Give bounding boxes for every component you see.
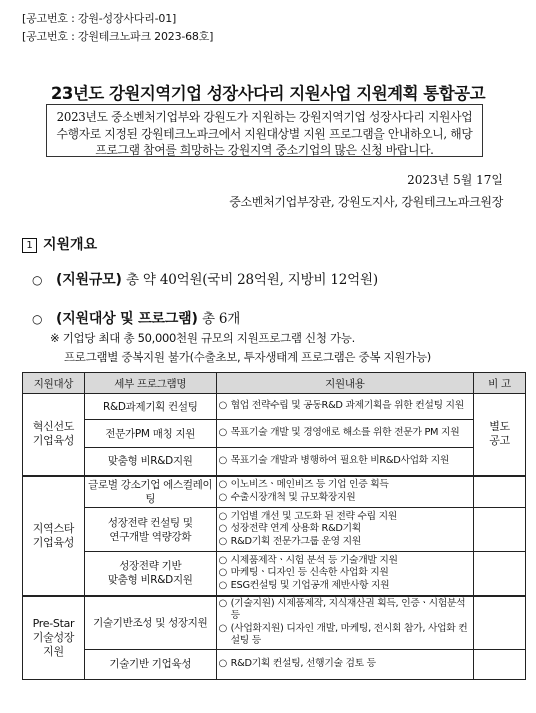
scale-label: (지원규모) — [56, 272, 122, 288]
table-row — [23, 649, 526, 679]
content-text: 목표기술 개발과 병행하여 필요한 비R&D사업화 지원 — [230, 455, 450, 466]
content-item — [219, 658, 471, 671]
content-cell — [216, 552, 473, 596]
bullet-marker: ○ — [218, 427, 227, 439]
table-row — [23, 420, 526, 448]
content-text: 수출시장개척 및 규모확장지원 — [230, 491, 356, 503]
announce-number-1: [공고번호 : 강원-성장사다리-01] — [22, 12, 177, 25]
content-text: (사업화지원) 디자인 개발, 마케팅, 전시회 참가, 사업화 컨설팅 등 — [230, 622, 468, 646]
content-cell — [216, 649, 473, 679]
remark-cell — [474, 476, 526, 508]
content-cell — [216, 476, 473, 508]
announce-date: 2023년 5월 17일 — [407, 173, 503, 187]
program-name-cell: 전문가PM 매칭 지원 — [84, 420, 216, 448]
content-cell — [216, 596, 473, 650]
content-text: R&D기획 컨설팅, 선행기술 검토 등 — [230, 657, 376, 669]
bullet-marker: ○ — [218, 579, 227, 591]
bullet-marker: ○ — [218, 523, 227, 535]
program-name-cell: R&D과제기획 컨설팅 — [84, 394, 216, 420]
content-text: 성장전략 연계 상용화 R&D기획 — [230, 523, 361, 535]
table-row — [23, 394, 526, 420]
content-item — [219, 567, 471, 580]
remark-cell: 별도 공고 — [474, 394, 526, 476]
content-text: (기술지원) 시제품제작, 지식재산권 획득, 인증ㆍ시험분석 등 — [230, 597, 466, 621]
content-text: 목표기술 개발 및 경영애로 해소를 위한 전문가 PM 지원 — [230, 427, 460, 439]
program-name-cell: 맞춤형 비R&D지원 — [84, 448, 216, 476]
remark-cell — [474, 552, 526, 596]
bullet-marker: ○ — [218, 597, 227, 609]
bullet-marker: ○ — [218, 479, 227, 491]
section-heading — [22, 234, 97, 254]
bullet-marker: ○ — [218, 400, 227, 412]
bullet-marker: ○ — [218, 455, 227, 466]
table-row — [23, 508, 526, 552]
table-row — [23, 448, 526, 476]
intro-box: 2023년도 중소벤처기업부와 강원도가 지원하는 강원지역기업 성장사다리 지원사업 수행자로 지정된 강원테크노파크에서 지원대상별 지원 프로그램을 안내하오니, 해당 프로그램 참여를 희망하는 강원지역 중소기업의 많은 신청 바랍니다. — [46, 104, 483, 157]
announce-number-2: [공고번호 : 강원테크노파크 2023-68호] — [22, 30, 214, 43]
target-bullet — [32, 307, 240, 328]
signers: 중소벤처기업부장관, 강원도지사, 강원테크노파크원장 — [229, 195, 503, 209]
bullet-marker: ○ — [218, 657, 227, 669]
content-cell — [216, 508, 473, 552]
program-name-cell: 기술기반 기업육성 — [84, 649, 216, 679]
table-row — [23, 552, 526, 596]
target-cell: 지역스타 기업육성 — [23, 476, 85, 596]
content-text: ESG컨설팅 및 기업공개 제반사항 지원 — [230, 579, 390, 591]
target-cell: 혁신선도 기업육성 — [23, 394, 85, 476]
program-name-cell: 성장전략 컨설팅 및 연구개발 역량강화 — [84, 508, 216, 552]
header-remark: 비 고 — [474, 373, 526, 394]
section-title: 지원개요 — [43, 237, 98, 253]
remark-cell — [474, 596, 526, 650]
content-text: 마케팅ㆍ디자인 등 신속한 사업화 지원 — [230, 567, 389, 578]
content-item — [219, 580, 471, 593]
program-table — [22, 372, 526, 680]
page-title: 23년도 강원지역기업 성장사다리 지원사업 지원계획 통합공고 — [50, 84, 486, 103]
content-item — [219, 479, 471, 492]
bullet-marker: ○ — [32, 273, 43, 287]
program-name-cell: 기술기반조성 및 성장지원 — [84, 596, 216, 650]
content-item — [219, 511, 471, 524]
scale-bullet — [32, 268, 378, 289]
note-line-1: ※ 기업당 최대 총 50,000천원 규모의 지원프로그램 신청 가능. — [50, 331, 355, 345]
content-item — [219, 523, 471, 536]
content-cell — [216, 420, 473, 448]
content-item — [219, 400, 471, 413]
bullet-marker: ○ — [218, 622, 227, 634]
bullet-marker: ○ — [218, 567, 227, 578]
section-number: 1 — [22, 238, 37, 253]
content-item — [219, 598, 471, 623]
target-label: (지원대상 및 프로그램) — [56, 311, 198, 327]
content-text: 기업별 개선 및 고도화 된 전략 수립 지원 — [230, 510, 397, 522]
content-item — [219, 555, 471, 568]
header-target: 지원대상 — [23, 373, 85, 394]
program-name-cell: 글로벌 강소기업 에스컬레이팅 — [84, 476, 216, 508]
content-item — [219, 427, 471, 440]
target-text: 총 6개 — [201, 311, 241, 327]
bullet-marker: ○ — [218, 554, 227, 566]
remark-cell — [474, 649, 526, 679]
note-line-2: 프로그램별 중복지원 불가(수출초보, 투자생태계 프로그램은 중복 지원가능) — [64, 350, 431, 364]
content-item — [219, 623, 471, 648]
bullet-marker: ○ — [218, 491, 227, 503]
table-row — [23, 596, 526, 650]
bullet-marker: ○ — [218, 510, 227, 522]
table-row — [23, 476, 526, 508]
content-item — [219, 536, 471, 549]
content-text: 시제품제작ㆍ시험 분석 등 기술개발 지원 — [230, 554, 398, 566]
header-program: 세부 프로그램명 — [84, 373, 216, 394]
content-item — [219, 492, 471, 505]
content-item — [219, 455, 471, 468]
content-text: 이노비즈ㆍ메인비즈 등 기업 인증 획득 — [230, 479, 389, 491]
content-text: 협업 전략수립 및 공동R&D 과제기획을 위한 컨설팅 지원 — [230, 400, 464, 412]
bullet-marker: ○ — [32, 312, 43, 326]
content-cell — [216, 448, 473, 476]
content-cell — [216, 394, 473, 420]
header-content: 지원내용 — [216, 373, 473, 394]
program-name-cell: 성장전략 기반 맞춤형 비R&D지원 — [84, 552, 216, 596]
content-text: R&D기획 전문가그룹 운영 지원 — [230, 535, 361, 547]
scale-text: 총 약 40억원(국비 28억원, 지방비 12억원) — [125, 272, 378, 288]
target-cell: Pre-Star 기술성장 지원 — [23, 596, 85, 680]
remark-cell — [474, 508, 526, 552]
bullet-marker: ○ — [218, 535, 227, 547]
